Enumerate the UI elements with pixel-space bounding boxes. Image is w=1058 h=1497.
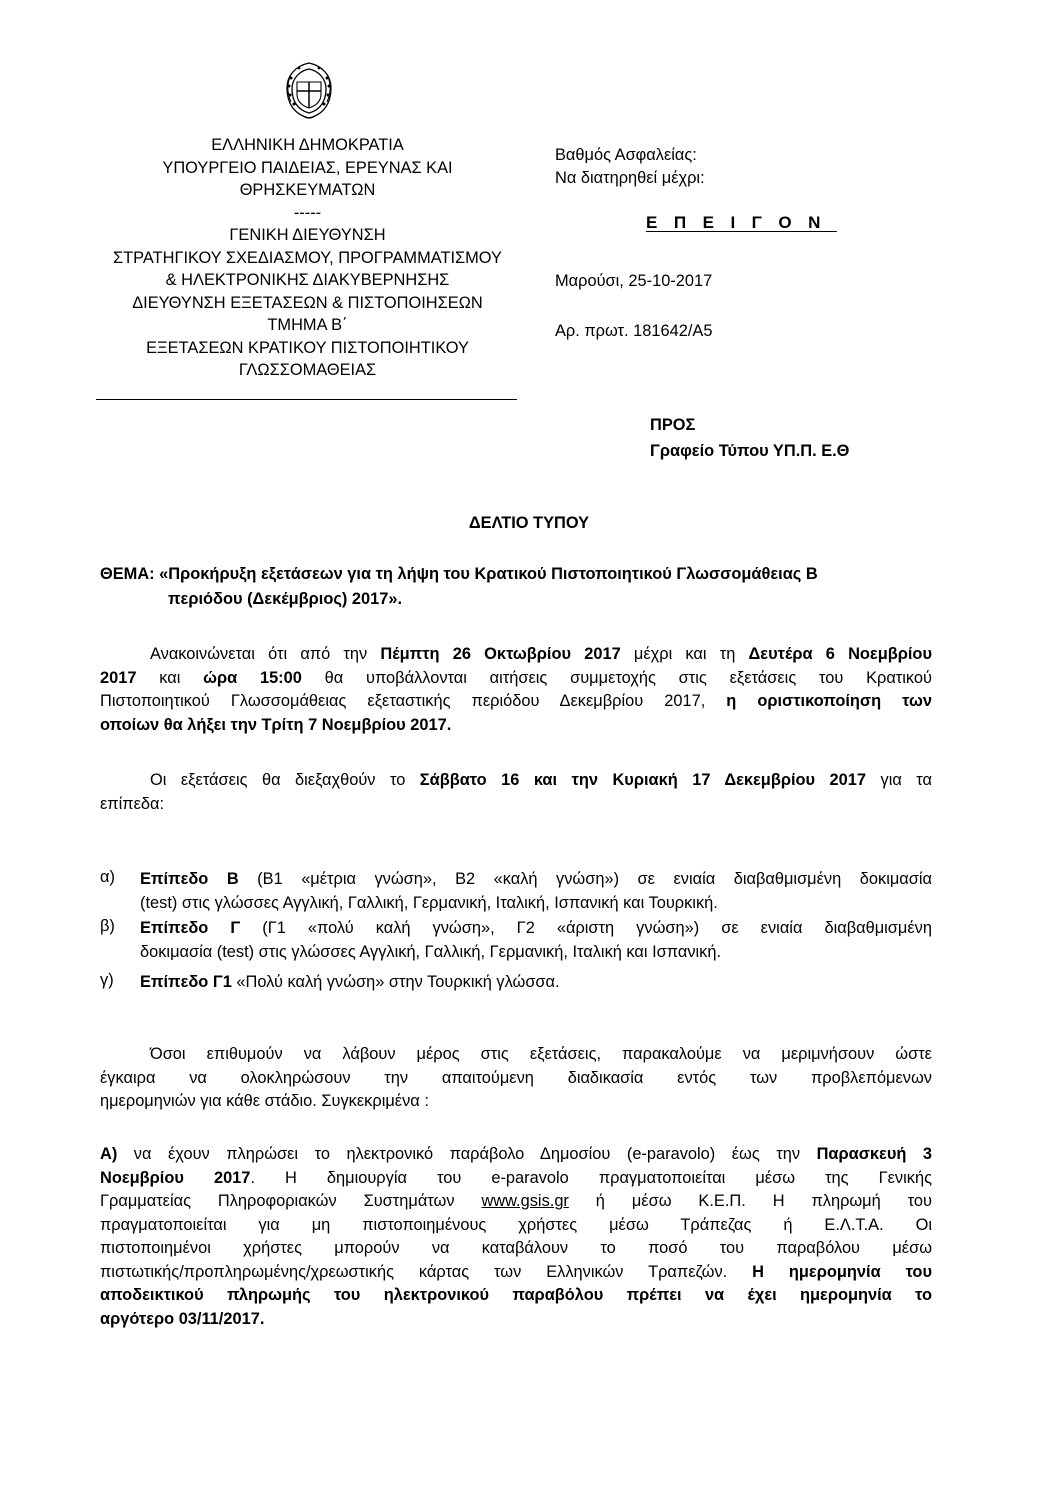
paragraph-line: Όσοι επιθυμούν να λάβουν μέρος στις εξετάσεις, παρακαλούμε να μεριμνήσουν ώστε	[150, 1045, 932, 1063]
paragraph-line: πραγματοποιείται για μη πιστοποιημένους χρήστες μέσω Τράπεζας ή Ε.Λ.Τ.Α. Οι	[100, 1215, 932, 1234]
paragraph-line: Α) να έχουν πληρώσει το ηλεκτρονικό παράβολο Δημοσίου (e-paravolo) έως την Παρασκευή 3	[100, 1145, 933, 1163]
paragraph-line: Νοεμβρίου 2017. Η δημιουργία του e-paravolo πραγματοποιείται μέσω της Γενικής	[100, 1168, 932, 1187]
urgent-label: ΕΠΕΙΓΟΝ	[646, 213, 837, 232]
header-line: -----	[293, 203, 322, 222]
subject-line-1: ΘΕΜΑ: «Προκήρυξη εξετάσεων για τη λήψη του Κρατικού Πιστοποιητικού Γλωσσομάθειας Β	[100, 565, 818, 583]
header-line: & ΗΛΕΚΤΡΟΝΙΚΗΣ ΔΙΑΚΥΒΕΡΝΗΣΗΣ	[165, 271, 450, 289]
retain-until: Να διατηρηθεί μέχρι:	[555, 169, 705, 187]
list-item-level-b: Επίπεδο Β (Β1 «μέτρια γνώση», Β2 «καλή γνώση») σε ενιαία διαβαθμισμένη δοκιμασία (test) στις γλώσσες Αγγλική, Γαλλική, Γερμανική, Ιταλική, Ισπανική και Τουρκική.	[140, 870, 932, 912]
list-marker: α)	[100, 868, 115, 886]
paragraph-line: ημερομηνιών για κάθε στάδιο. Συγκεκριμένα :	[100, 1092, 429, 1110]
header-line: ΔΙΕΥΘΥΝΣΗ ΕΞΕΤΑΣΕΩΝ & ΠΙΣΤΟΠΟΙΗΣΕΩΝ	[132, 293, 483, 312]
paragraph-line: οποίων θα λήξει την Τρίτη 7 Νοεμβρίου 2017.	[100, 715, 452, 734]
document-title: ΔΕΛΤΙΟ ΤΥΠΟΥ	[468, 514, 590, 532]
paragraph-line: Οι εξετάσεις θα διεξαχθούν το Σάββατο 16 και την Κυριακή 17 Δεκεμβρίου 2017 για τα	[150, 771, 933, 789]
list-marker: γ)	[100, 971, 114, 989]
security-level: Βαθμός Ασφαλείας:	[555, 146, 697, 164]
list-item-level-c1: Επίπεδο Γ1 «Πολύ καλή γνώση» στην Τουρκική γλώσσα.	[140, 973, 560, 991]
payment-paragraph	[100, 1143, 932, 1331]
paragraph-line: πιστοποιημένοι χρήστες μπορούν να καταβάλουν το ποσό του παραβόλου μέσω	[100, 1239, 932, 1257]
header-line: ΓΕΝΙΚΗ ΔΙΕΥΘΥΝΣΗ	[229, 226, 386, 244]
header-line: ΕΛΛΗΝΙΚΗ ΔΗΜΟΚΡΑΤΙΑ	[211, 136, 404, 154]
issuer-header	[90, 134, 525, 382]
list-marker: β)	[100, 917, 115, 935]
paragraph-line: πιστωτικής/προπληρωμένης/χρεωστικής κάρτας των Ελληνικών Τραπεζών. Η ημερομηνία του	[100, 1262, 932, 1281]
recipient-label: ΠΡΟΣ	[650, 416, 696, 434]
header-line: ΘΡΗΣΚΕΥΜΑΤΩΝ	[239, 181, 376, 199]
announcement-paragraph	[100, 643, 932, 737]
paragraph-line: επίπεδα:	[100, 794, 165, 813]
gsis-link[interactable]: www.gsis.gr	[481, 1192, 569, 1210]
header-line: ΥΠΟΥΡΓΕΙΟ ΠΑΙΔΕΙΑΣ, ΕΡΕΥΝΑΣ ΚΑΙ	[162, 158, 453, 177]
greek-emblem-icon	[279, 58, 339, 122]
header-divider	[96, 399, 517, 400]
paragraph-line: έγκαιρα να ολοκληρώσουν την απαιτούμενη διαδικασία εντός των προβλεπόμενων	[100, 1068, 932, 1087]
header-line: ΤΜΗΜΑ Β΄	[267, 316, 348, 334]
place-date: Μαρούσι, 25-10-2017	[555, 272, 713, 290]
header-line: ΓΛΩΣΣΟΜΑΘΕΙΑΣ	[238, 361, 377, 379]
header-line: ΣΤΡΑΤΗΓΙΚΟΥ ΣΧΕΔΙΑΣΜΟΥ, ΠΡΟΓΡΑΜΜΑΤΙΣΜΟΥ	[113, 248, 502, 267]
recipient-name: Γραφείο Τύπου ΥΠ.Π. Ε.Θ	[650, 442, 850, 460]
exam-dates-paragraph	[100, 769, 932, 816]
protocol-number: Αρ. πρωτ. 181642/Α5	[555, 322, 713, 340]
subject-line-2: περιόδου (Δεκέμβριος) 2017».	[168, 590, 403, 608]
paragraph-line: 2017 και ώρα 15:00 θα υποβάλλονται αιτήσεις συμμετοχής στις εξετάσεις του Κρατικού	[100, 668, 932, 687]
paragraph-line: Ανακοινώνεται ότι από την Πέμπτη 26 Οκτωβρίου 2017 μέχρι και τη Δευτέρα 6 Νοεμβρίου	[150, 645, 932, 663]
instructions-paragraph	[100, 1043, 932, 1114]
paragraph-line: αποδεικτικού πληρωμής του ηλεκτρονικού παραβόλου πρέπει να έχει ημερομηνία το	[100, 1286, 932, 1304]
paragraph-line: Πιστοποιητικού Γλωσσομάθειας εξεταστικής περιόδου Δεκεμβρίου 2017, η οριστικοποίηση των	[100, 692, 932, 710]
header-line: ΕΞΕΤΑΣΕΩΝ ΚΡΑΤΙΚΟΥ ΠΙΣΤΟΠΟΙΗΤΙΚΟΥ	[146, 338, 469, 357]
paragraph-line: Γραμματείας Πληροφοριακών Συστημάτων www.gsis.gr ή μέσω Κ.Ε.Π. Η πληρωμή του	[100, 1192, 932, 1210]
list-item-level-c: Επίπεδο Γ (Γ1 «πολύ καλή γνώση», Γ2 «άριστη γνώση») σε ενιαία διαβαθμισμένη δοκιμασία (test) στις γλώσσες Αγγλική, Γαλλική, Γερμανική, Ιταλική και Ισπανική.	[140, 919, 932, 961]
paragraph-line: αργότερο 03/11/2017.	[100, 1309, 265, 1328]
